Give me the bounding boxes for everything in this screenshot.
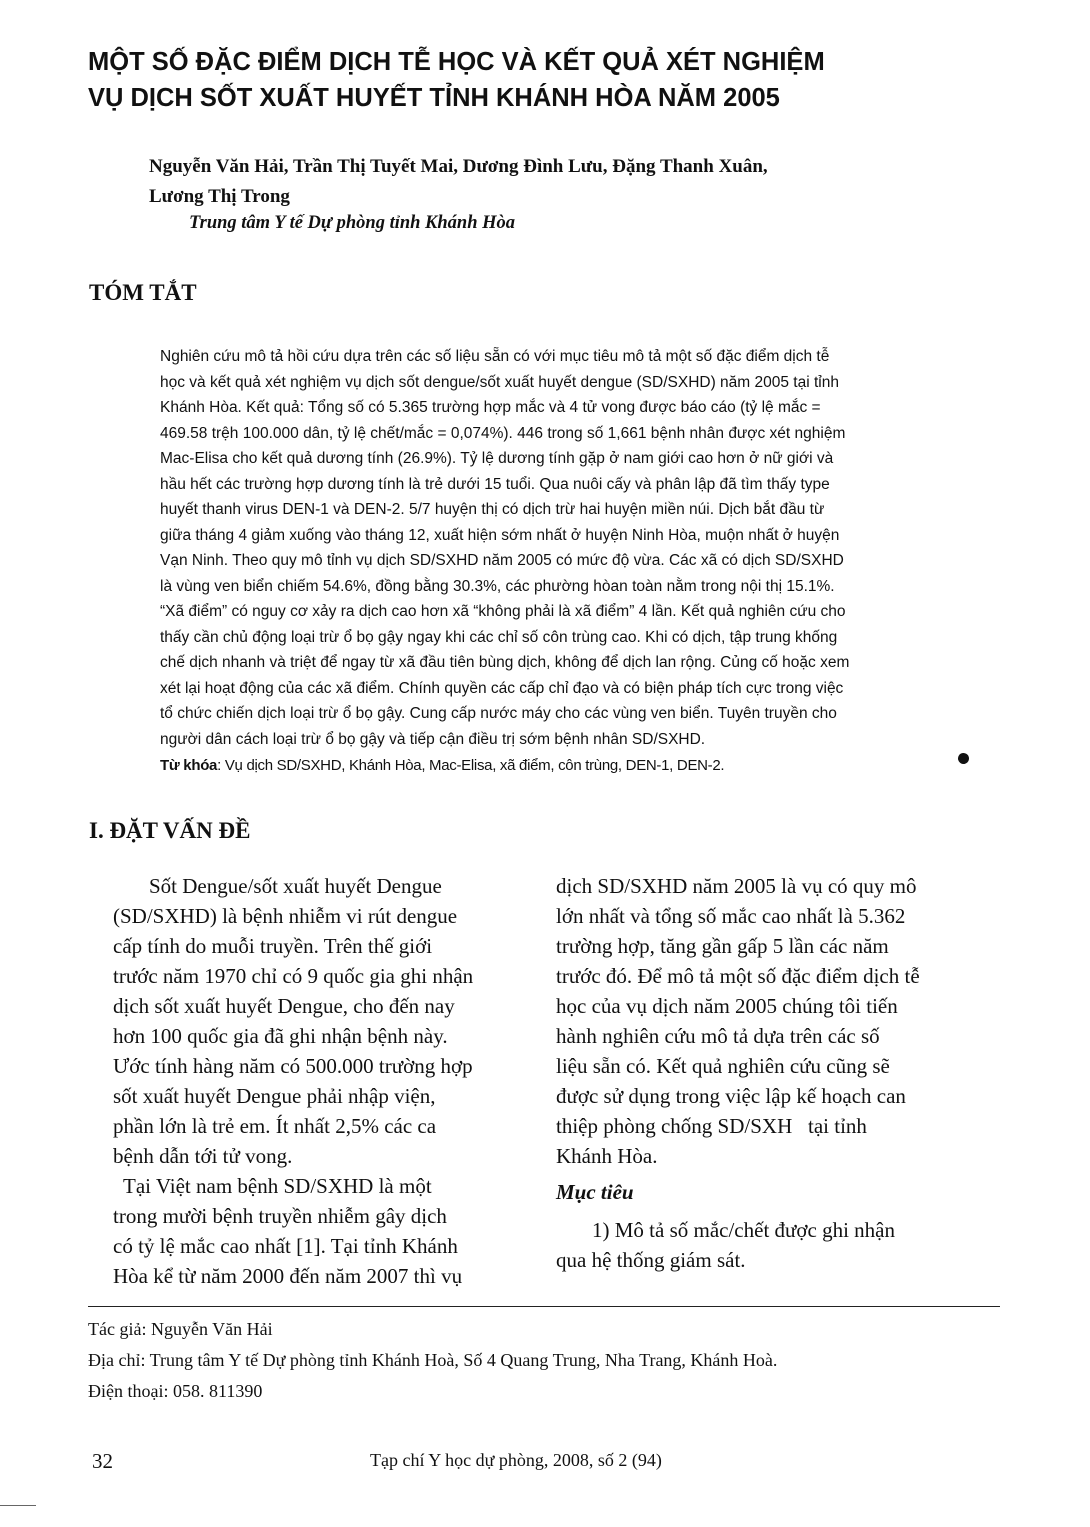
keywords-label: Từ khóa (160, 757, 218, 774)
author-list (149, 152, 1029, 212)
objective-line: qua hệ thống giám sát. (556, 1248, 746, 1272)
abstract-line: 469.58 trệh 100.000 dân, tỷ lệ chết/mắc = 0,074%). 446 trong số 1,661 bệnh nhân được xét nghiệm (160, 424, 846, 442)
body-line: hành nghiên cứu mô tả dựa trên các số (556, 1024, 880, 1048)
abstract-line: giữa tháng 4 giảm xuống vào tháng 12, xuất hiện sớm nhất ở huyện Ninh Hòa, muộn nhất ở huyện (160, 526, 840, 544)
page-number: 32 (92, 1449, 113, 1473)
right-column (556, 871, 1001, 1275)
abstract-heading: TÓM TẮT (89, 280, 197, 305)
body-line: Tại Việt nam bệnh SD/SXHD là một (123, 1174, 432, 1198)
footnote-divider (88, 1306, 1000, 1307)
abstract-line: tổ chức chiến dịch loại trừ ổ bọ gậy. Cung cấp nước máy cho các vùng ven biển. Tuyên truyền cho (160, 705, 837, 722)
body-line: trước đó. Để mô tả một số đặc điểm dịch tễ (556, 964, 920, 988)
footnote-phone: Điện thoại: 058. 811390 (88, 1381, 263, 1401)
body-line: bệnh dẫn tới tử vong. (113, 1144, 293, 1168)
abstract-line: thấy cần chủ động loại trừ ổ bọ gậy ngay khi các chỉ số côn trùng cao. Khi có dịch, tập trung khống (160, 628, 838, 646)
abstract-line: Nghiên cứu mô tả hồi cứu dựa trên các số liệu sẵn có với mục tiêu mô tả một số đặc điểm dịch tễ (160, 348, 830, 365)
body-line: phần lớn là trẻ em. Ít nhất 2,5% các ca (113, 1114, 437, 1138)
body-line: liệu sẵn có. Kết quả nghiên cứu cũng sẽ (556, 1054, 890, 1078)
abstract-line: người dân cách loại trừ ổ bọ gậy và tiếp cận điều trị sớm bệnh nhân SD/SXHD. (160, 730, 706, 748)
footnote-author: Tác giả: Nguyễn Văn Hải (88, 1319, 273, 1339)
abstract-body (160, 344, 1030, 752)
abstract-line: chế dịch nhanh và triệt để ngay từ xã đầu tiên bùng dịch, không để dịch lan rộng. Củng cố hoặc xem (160, 654, 850, 671)
abstract-line: Khánh Hòa. Kết quả: Tổng số có 5.365 trường hợp mắc và 4 tử vong được báo cáo (tỷ lệ mắc = (160, 399, 821, 416)
body-line: được sử dụng trong việc lập kế hoạch can (556, 1084, 906, 1108)
footnote-address: Địa chỉ: Trung tâm Y tế Dự phòng tỉnh Khánh Hoà, Số 4 Quang Trung, Nha Trang, Khánh Hoà. (88, 1350, 778, 1370)
keywords (160, 757, 1010, 774)
body-line: trường hợp, tăng gần gấp 5 lần các năm (556, 934, 889, 958)
paper-title (88, 44, 1028, 116)
title-line-1: MỘT SỐ ĐẶC ĐIỂM DỊCH TỄ HỌC VÀ KẾT QUẢ XÉT NGHIỆM (88, 48, 825, 76)
body-line: dịch sốt xuất huyết Dengue, cho đến nay (113, 994, 455, 1018)
body-line: Sốt Dengue/sốt xuất huyết Dengue (149, 874, 442, 898)
body-line: sốt xuất huyết Dengue phải nhập viện, (113, 1084, 436, 1108)
abstract-line: hầu hết các trường hợp dương tính là trẻ dưới 15 tuổi. Qua nuôi cấy và phân lập đã tìm thấy type (160, 475, 830, 493)
body-line: Ước tính hàng năm có 500.000 trường hợp (113, 1054, 473, 1078)
abstract-line: xét lại hoạt động của các xã điểm. Chính quyền các cấp chỉ đạo và có biện pháp tích cực trong việc (160, 679, 844, 697)
body-line: cấp tính do muỗi truyền. Trên thế giới (113, 934, 433, 958)
affiliation: Trung tâm Y tế Dự phòng tỉnh Khánh Hòa (189, 213, 516, 233)
scan-mark (0, 1505, 36, 1506)
body-line: Khánh Hòa. (556, 1144, 658, 1168)
abstract-line: Vạn Ninh. Theo quy mô tỉnh vụ dịch SD/SXHD năm 2005 có mức độ vừa. Các xã có dịch SD/SXHD (160, 552, 844, 569)
body-line: trong mười bệnh truyền nhiễm gây dịch (113, 1204, 447, 1228)
body-line: học của vụ dịch năm 2005 chúng tôi tiến (556, 994, 898, 1018)
objective-line: 1) Mô tả số mắc/chết được ghi nhận (592, 1218, 895, 1242)
authors-line-1: Nguyễn Văn Hải, Trần Thị Tuyết Mai, Dương Đình Lưu, Đặng Thanh Xuân, (149, 156, 768, 177)
body-line: lớn nhất và tổng số mắc cao nhất là 5.362 (556, 904, 906, 928)
objective-heading: Mục tiêu (556, 1180, 634, 1204)
abstract-line: huyết thanh virus DEN-1 và DEN-2. 5/7 huyện thị có dịch trừ hai huyện miền núi. Dịch bắt đầu từ (160, 501, 825, 518)
body-line: (SD/SXHD) là bệnh nhiễm vi rút dengue (113, 904, 458, 928)
abstract-line: học và kết quả xét nghiệm vụ dịch sốt dengue/sốt xuất huyết dengue (SD/SXHD) năm 2005 tại tỉnh (160, 373, 839, 391)
title-line-2: VỤ DỊCH SỐT XUẤT HUYẾT TỈNH KHÁNH HÒA NĂM 2005 (88, 84, 780, 112)
body-line: dịch SD/SXHD năm 2005 là vụ có quy mô (556, 874, 917, 898)
author-footnote (88, 1314, 1018, 1407)
abstract-line: là vùng ven biển chiếm 54.6%, đồng bằng 30.3%, các phường hòan toàn nằm trong nội thị 15.1%. (160, 577, 835, 595)
body-line: trước năm 1970 chỉ có 9 quốc gia ghi nhận (113, 964, 474, 988)
body-line: Hòa kể từ năm 2000 đến năm 2007 thì vụ (113, 1264, 463, 1288)
authors-line-2: Lương Thị Trong (149, 186, 290, 207)
journal-citation: Tạp chí Y học dự phòng, 2008, số 2 (94) (370, 1450, 662, 1470)
body-line: có tỷ lệ mắc cao nhất [1]. Tại tỉnh Khánh (113, 1234, 458, 1258)
abstract-line: Mac-Elisa cho kết quả dương tính (26.9%). Tỷ lệ dương tính gặp ở nam giới cao hơn ở nữ giới và (160, 450, 834, 467)
abstract-line: “Xã điểm” có nguy cơ xảy ra dịch cao hơn xã “không phải là xã điểm” 4 lần. Kết quả nghiên cứu cho (160, 603, 846, 620)
body-line: thiệp phòng chống SD/SXH tại tỉnh (556, 1114, 867, 1138)
keywords-text: : Vụ dịch SD/SXHD, Khánh Hòa, Mac-Elisa, xã điểm, côn trùng, DEN-1, DEN-2. (217, 757, 725, 774)
section-heading: I. ĐẶT VẤN ĐỀ (89, 818, 251, 843)
body-line: hơn 100 quốc gia đã ghi nhận bệnh này. (113, 1024, 448, 1048)
left-column (113, 871, 531, 1291)
